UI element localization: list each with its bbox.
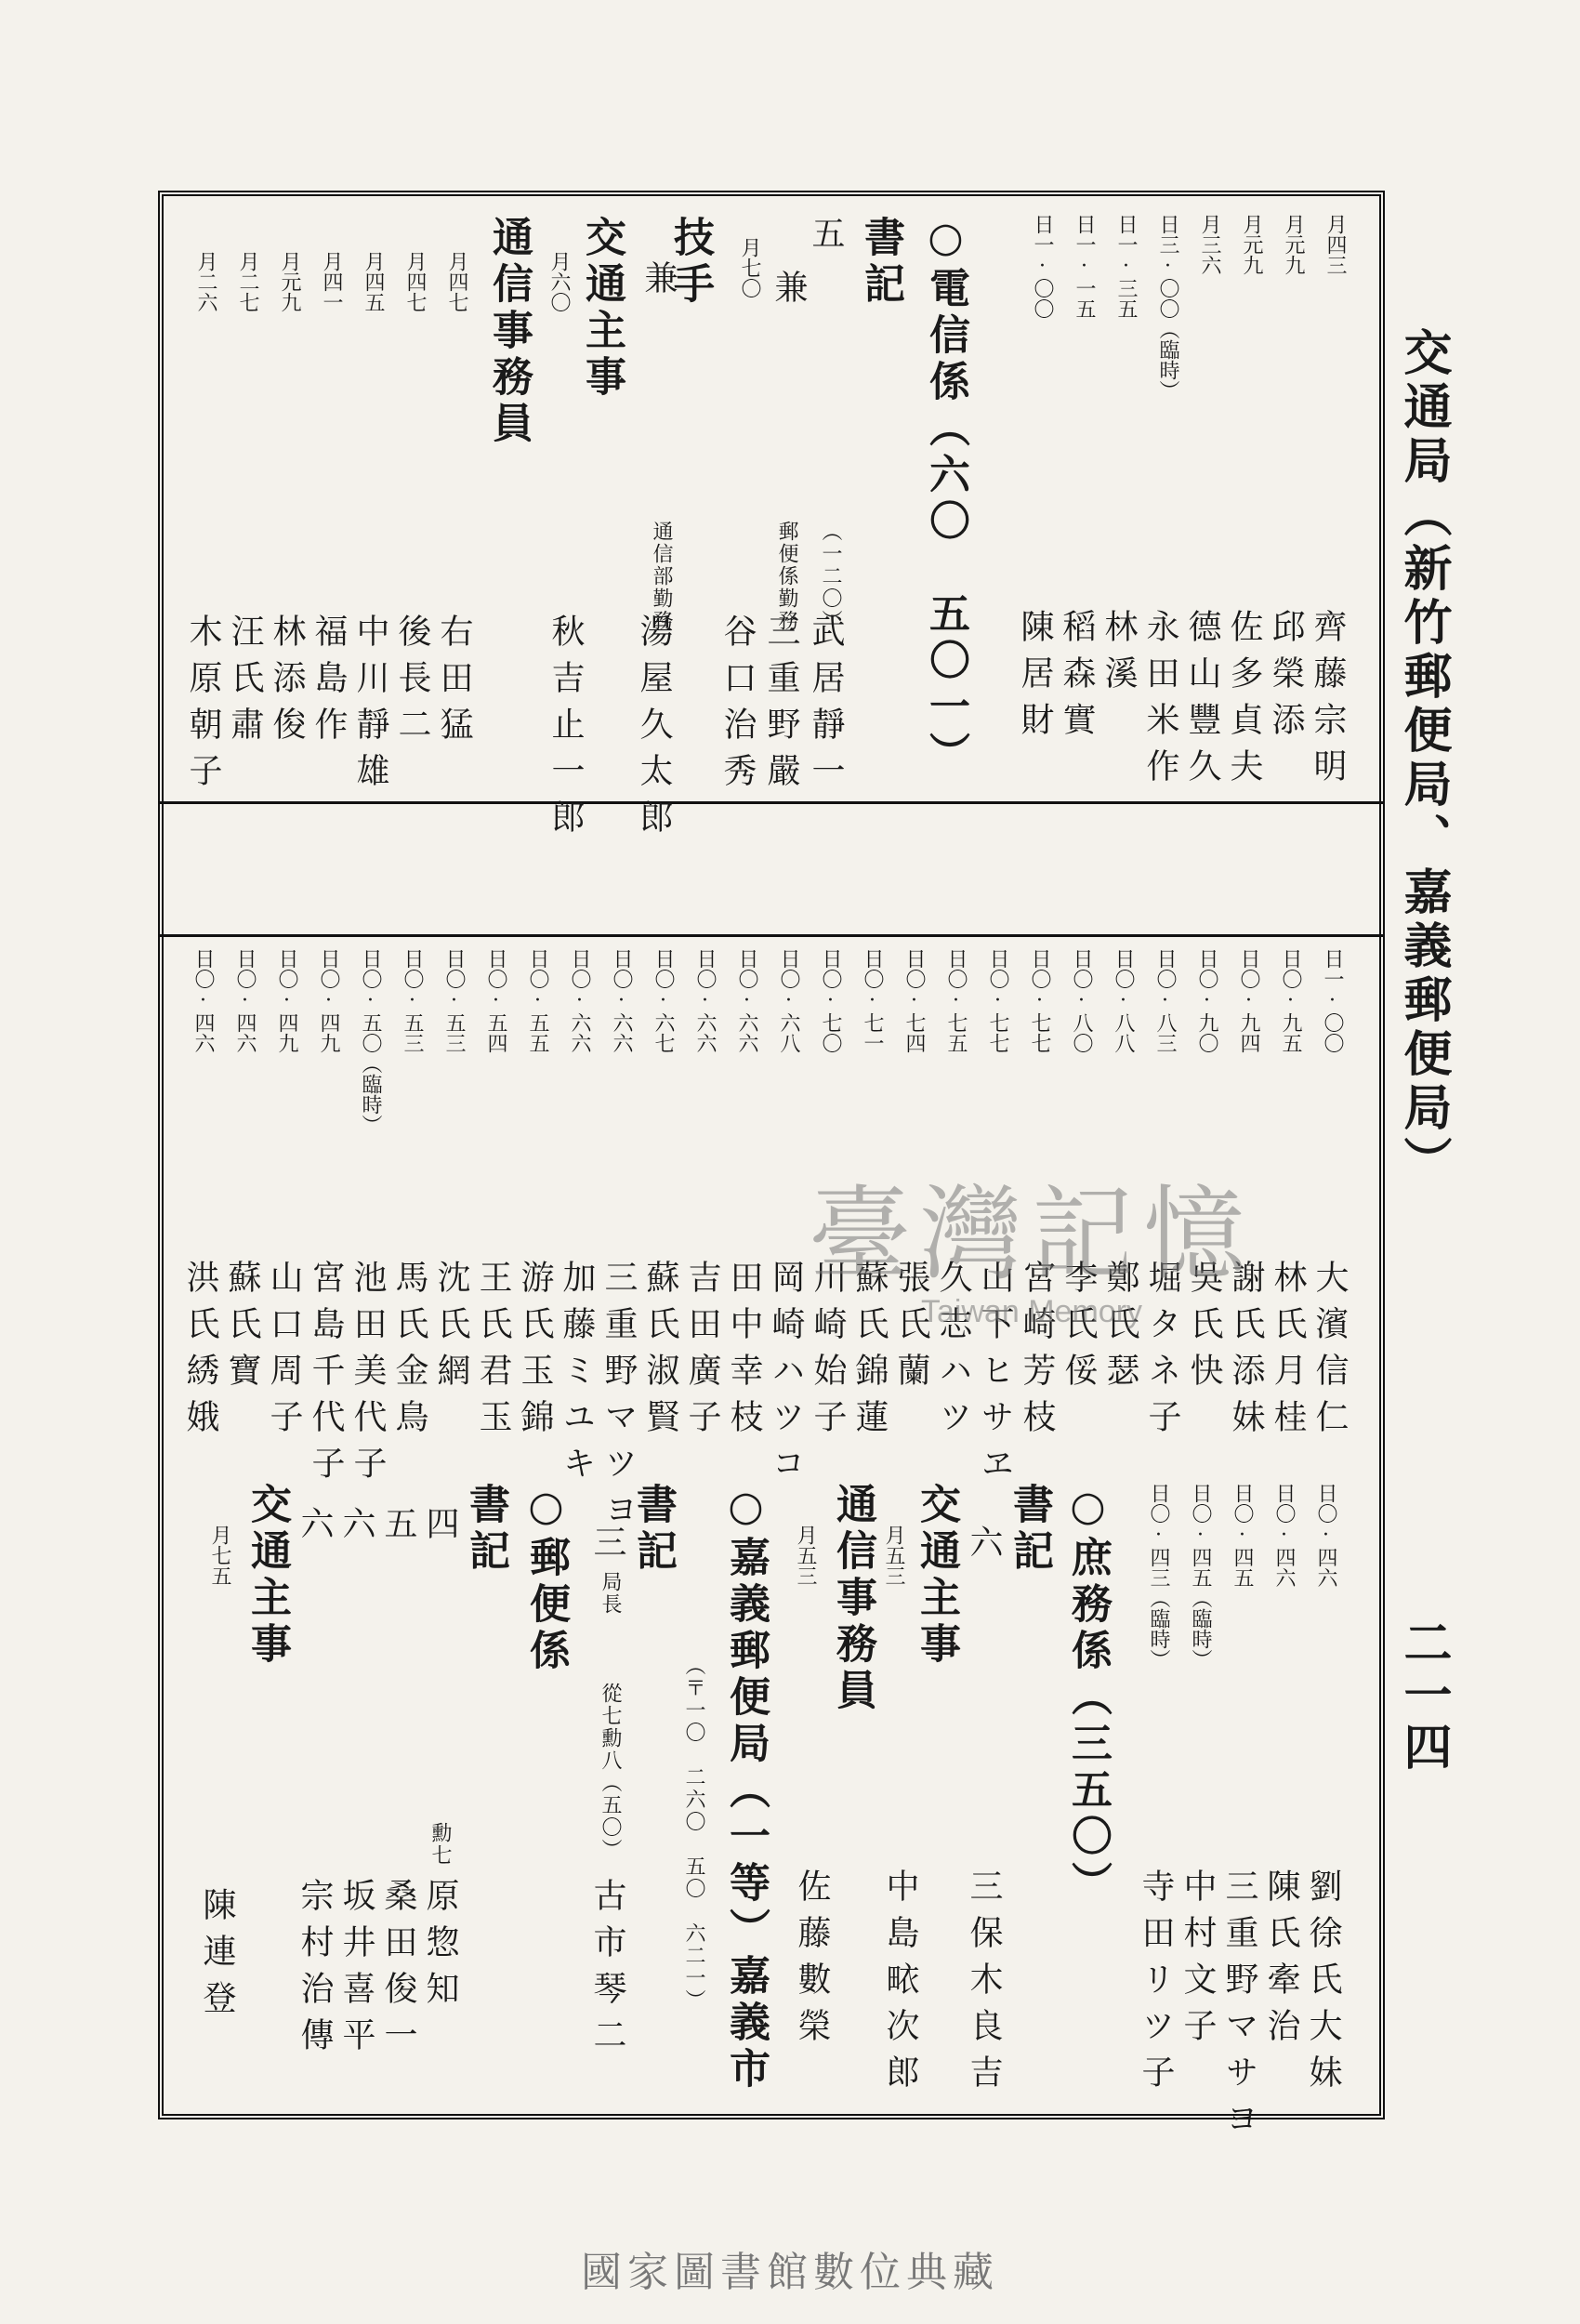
director-name: 陳連登 [198,1887,236,2027]
entry-date: 月四五 [362,251,385,312]
entry-date: 月四七 [403,251,427,312]
entry-date: 月五三 [882,1525,905,1586]
entry-date: 日一·〇〇 [1321,948,1344,1053]
entry-date: 日〇·五三 [401,948,424,1053]
technician-role: 通信部勤務 [650,521,673,632]
rank-number: 六 [965,1525,1003,1571]
office-chief-name: 古市琴二 [588,1878,626,2064]
clerk-note: （一二〇） [819,521,842,632]
entry-name: 山下ヒサヱ [976,1260,1014,1492]
entry-name: 李氏俀 [1060,1260,1098,1399]
entry-name: 三重野マツヨ [599,1260,638,1538]
entry-name: 張氏蘭 [892,1260,930,1399]
entry-date: 日〇·六六 [693,948,717,1053]
clerk-name: 三重野嚴 [762,614,800,799]
entry-date: 月七五 [208,1525,231,1586]
entry-name: 鄭氏瑟 [1101,1260,1139,1399]
clerk-label: 書記 [629,1483,677,1576]
office-heading: ○嘉義郵便局（一等）嘉義市 [722,1483,770,2093]
entry-date: 日〇·四五 [1231,1483,1254,1588]
entry-date: 月元九 [1282,214,1305,275]
entry-name: 蘇氏寶 [223,1260,261,1399]
watermark-chinese: 臺灣記憶 [809,1175,1255,1294]
entry-name: 洪氏綉娥 [181,1260,219,1446]
director-name: 秋吉止一郎 [546,614,585,846]
entry-name: 大濱信仁 [1310,1260,1349,1446]
office-note: （〒一〇 二六〇 五〇 六二一） [682,1655,705,2012]
rank-number: 三 [588,1525,626,1571]
entry-name: 久志ハツ [934,1260,972,1446]
telecom-section-heading: ○電信係（六〇 五〇一） [922,214,969,778]
entry-name: 吳氏快 [1185,1260,1223,1399]
entry-date: 日〇·六六 [568,948,591,1053]
clerk-label: 書記 [462,1483,509,1576]
director-label: 交通主事 [913,1483,960,1669]
entry-name: 馬氏金鳥 [390,1260,428,1446]
entry-date: 日一·一五 [1073,214,1096,319]
entry-name: 謝氏添妹 [1227,1260,1265,1446]
concurrent-role: 郵便係勤務 [775,521,798,632]
entry-date: 日〇·四九 [317,948,340,1053]
entry-date: 月四七 [445,251,468,312]
entry-date: 日〇·四六 [233,948,257,1053]
clerk-name: 谷口治秀 [718,614,757,799]
entry-date: 月三六 [1198,214,1221,275]
staff-name: 木原朝子 [184,614,222,799]
entry-date: 日〇·九五 [1279,948,1302,1053]
clerk-name: 武居靜一 [807,614,845,799]
entry-name: 沈氏網 [432,1260,470,1399]
page-number: 二一四 [1395,1618,1452,1774]
director-name: 中島畩次郎 [881,1868,919,2101]
entry-name: 永田米作 [1141,609,1179,795]
concurrent-label: 兼 [770,270,808,316]
entry-date: 日〇·四六 [191,948,215,1053]
entry-date: 日〇·九四 [1237,948,1260,1053]
entry-date: 日〇·八八 [1112,948,1135,1053]
entry-date: 日〇·六八 [777,948,800,1053]
entry-name: 池田美代子 [349,1260,387,1492]
footer-collection-label: 國家圖書館數位典藏 [581,2249,999,2296]
concurrent-label: 兼 [639,260,678,307]
director-label: 交通主事 [244,1483,291,1669]
entry-date: 日〇·四九 [275,948,298,1053]
entry-date: 日〇·六六 [735,948,758,1053]
director-label: 交通主事 [578,216,625,402]
entry-date: 日〇·四六 [1272,1483,1296,1588]
rank-number: 六 [337,1506,375,1552]
entry-date: 月元九 [1240,214,1263,275]
clerk-label: 書記 [857,216,904,309]
entry-name: 寺田リツ子 [1137,1868,1175,2101]
entry-name: 蘇氏淑賢 [641,1260,679,1446]
watermark [790,1153,1273,1330]
section-divider-1 [158,801,1385,804]
watermark-english: Taiwan Memory [920,1294,1143,1329]
clerk-name: 桑田俊一 [379,1878,417,2064]
entry-name: 岡崎ハツコ [767,1260,805,1492]
entry-name: 林溪 [1099,609,1138,702]
entry-date: 日〇·六七 [652,948,675,1053]
post-section-heading: ○郵便係 [522,1483,570,1675]
clerk-name: 坂井喜平 [337,1878,375,2064]
entry-name: 宮崎芳枝 [1018,1260,1056,1446]
entry-date: 日〇·四三（臨時） [1147,1483,1170,1670]
entry-date: 日〇·七七 [986,948,1009,1053]
entry-name: 川崎始子 [809,1260,847,1446]
entry-name: 中村文子 [1178,1868,1217,2054]
entry-date: 日〇·五四 [484,948,507,1053]
clerk-name: 三保木良吉 [965,1868,1003,2101]
entry-name: 宮島千代子 [307,1260,345,1492]
entry-date: 日〇·六六 [610,948,633,1053]
entry-name: 邱榮添 [1267,609,1305,748]
entry-date: 日〇·八三 [1153,948,1177,1053]
entry-date: 日〇·五〇（臨時） [359,948,382,1135]
entry-name: 蘇氏錦蓮 [850,1260,889,1446]
staff-name: 中川靜雄 [351,614,389,799]
entry-name: 稻森實 [1058,609,1096,748]
staff-label: 通信事務員 [829,1483,876,1715]
entry-name: 齊藤宗明 [1309,609,1347,795]
clerk-label: 書記 [1006,1483,1053,1576]
entry-date: 月四一 [320,251,343,312]
entry-date: 日〇·五三 [442,948,466,1053]
entry-date: 月二七 [236,251,259,312]
entry-date: 月元九 [278,251,301,312]
staff-name: 右田猛 [435,614,473,753]
rank-number: 五 [379,1506,417,1552]
entry-date: 日三·〇〇（臨時） [1156,214,1179,401]
entry-date: 日〇·七五 [944,948,968,1053]
staff-name: 汪氏肅 [226,614,264,753]
decoration-note: 勳七 [428,1822,452,1867]
entry-name: 林氏月桂 [1269,1260,1307,1446]
technician-name: 湯屋久太郎 [635,614,673,846]
entry-date: 月七〇 [738,237,761,298]
staff-name: 後長二 [393,614,431,753]
technician-label: 技手 [666,216,714,309]
entry-date: 月四三 [1323,214,1347,275]
entry-date: 日〇·九〇 [1195,948,1218,1053]
entry-date: 日〇·七一 [861,948,884,1053]
entry-date: 日〇·七七 [1028,948,1051,1053]
entry-date: 日〇·七〇 [819,948,842,1053]
entry-name: 王氏君玉 [474,1260,512,1446]
entry-date: 日一·三五 [1114,214,1138,319]
entry-name: 佐多貞夫 [1225,609,1263,795]
entry-date: 日一·〇〇 [1031,214,1054,319]
staff-label: 通信事務員 [485,216,533,448]
entry-date: 月五三 [794,1525,817,1586]
clerk-name: 原惣知 [421,1878,459,2017]
entry-name: 陳居財 [1016,609,1054,748]
section-divider-2 [158,934,1385,937]
page-title: 交通局（新竹郵便局、嘉義郵便局） [1395,327,1452,1190]
office-chief-rank: 從七勳八（五〇） [599,1683,622,1861]
rank-number: 五 [807,216,845,262]
entry-date: 日〇·八〇 [1070,948,1093,1053]
entry-name: 山口周子 [265,1260,303,1446]
entry-date: 日〇·四六 [1314,1483,1337,1588]
entry-name: 德山豐久 [1183,609,1221,795]
entry-name: 吉田廣子 [683,1260,721,1446]
entry-name: 劉徐氏大妹 [1304,1868,1342,2101]
entry-name: 游氏玉錦 [516,1260,554,1446]
staff-name: 佐藤數榮 [793,1868,831,2054]
entry-date: 日〇·七四 [902,948,926,1053]
entry-name: 陳氏牽治 [1262,1868,1300,2054]
office-chief-label: 局長 [599,1571,622,1616]
clerk-name: 宗村治傳 [296,1878,334,2064]
misc-section-heading: ○庶務係（三五〇） [1064,1483,1112,1908]
rank-number: 四 [421,1506,459,1552]
entry-name: 堀タネ子 [1143,1260,1181,1446]
entry-date: 月六〇 [547,251,571,312]
entry-date: 日〇·五五 [526,948,549,1053]
entry-date: 月二六 [194,251,217,312]
staff-name: 林添俊 [268,614,306,753]
staff-name: 福島作 [309,614,348,753]
entry-name: 加藤ミユキ [558,1260,596,1492]
entry-name: 三重野マサヨ [1220,1868,1258,2147]
entry-name: 田中幸枝 [725,1260,763,1446]
rank-number: 六 [296,1506,334,1552]
entry-date: 日〇·四五（臨時） [1189,1483,1212,1670]
